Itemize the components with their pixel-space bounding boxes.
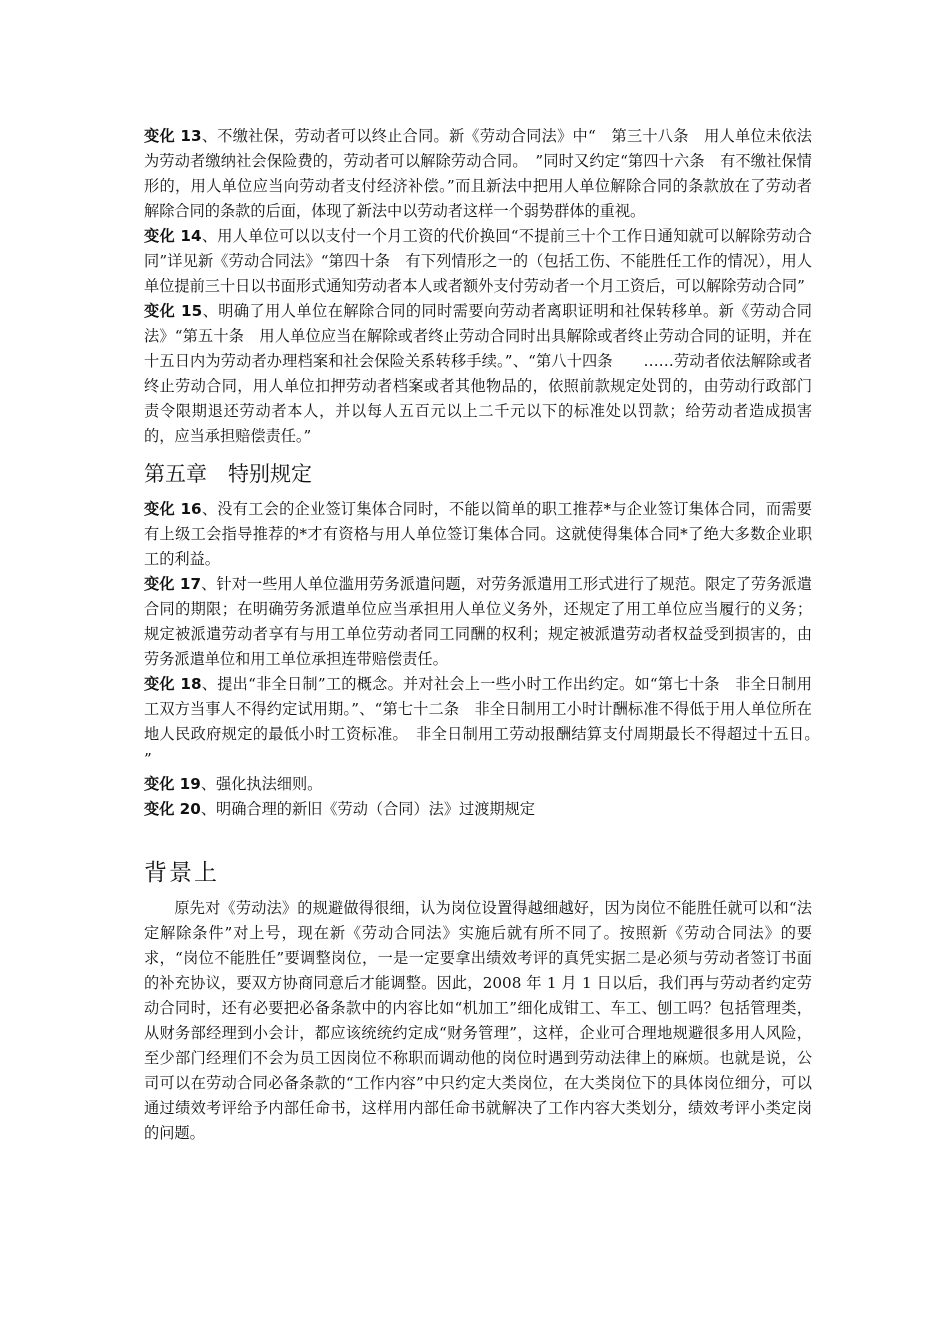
change-14 [144,224,812,299]
change-label: 变化 14 [144,227,202,245]
change-label: 变化 13 [144,127,202,145]
background-heading: 背景上 [144,860,219,886]
change-text: 、提出“非全日制”工的概念。并对社会上一些小时工作出约定。如“第七十条 非全日制用工双方当事人不得约定试用期。”、“第七十二条 非全日制用工小时计酬标准不得低于用人单位所在地人民政府规定的最低小时工资标准。 非全日制用工劳动报酬结算支付周期最长不得超过十五日。 ” [144,675,828,768]
change-label: 变化 16 [144,500,202,518]
change-text: 、针对一些用人单位滥用劳务派遣问题，对劳务派遣用工形式进行了规范。限定了劳务派遣合同的期限；在明确劳务派遣单位应当承担用人单位义务外，还规定了用工单位应当履行的义务；规定被派遣劳动者享有与用工单位劳动者同工同酬的权利；规定被派遣劳动者权益受到损害的，由劳务派遣单位和用工单位承担连带赔偿责任。 [144,575,812,668]
change-text: 、不缴社保，劳动者可以终止合同。新《劳动合同法》中“ 第三十八条 用人单位未依法为劳动者缴纳社会保险费的，劳动者可以解除劳动合同。 ”同时又约定“第四十六条 有不缴社保情形的，用人单位应当向劳动者支付经济补偿。”而且新法中把用人单位解除合同的条款放在了劳动者解除合同的条款的后面，体现了新法中以劳动者这样一个弱势群体的重视。 [144,127,812,220]
change-label: 变化 18 [144,675,202,693]
document-body [144,124,828,1146]
change-label: 变化 15 [144,302,203,320]
change-20 [144,797,812,822]
change-text: 、明确合理的新旧《劳动（合同）法》过渡期规定 [200,800,535,818]
change-16 [144,497,812,572]
change-label: 变化 20 [144,800,201,818]
change-label: 变化 17 [144,575,202,593]
change-18 [144,672,828,772]
change-19 [144,772,812,797]
change-text: 、强化执法细则。 [200,775,323,793]
change-text: 、没有工会的企业签订集体合同时，不能以简单的职工推荐*与企业签订集体合同，而需要有上级工会指导推荐的*才有资格与用人单位签订集体合同。这就使得集体合同*了绝大多数企业职工的利益。 [144,500,812,568]
change-text: 、明确了用人单位在解除合同的同时需要向劳动者离职证明和社保转移单。新《劳动合同法》“第五十条 用人单位应当在解除或者终止劳动合同时出具解除或者终止劳动合同的证明，并在十五日内为劳动者办理档案和社会保险关系转移手续。”、“第八十四条 ……劳动者依法解除或者终止劳动合同，用人单位扣押劳动者档案或者其他物品的，依照前款规定处罚的，由劳动行政部门责令限期退还劳动者本人，并以每人五百元以上二千元以下的标准处以罚款；给劳动者造成损害的，应当承担赔偿责任。” [144,302,812,445]
change-13 [144,124,812,224]
change-text: 、用人单位可以以支付一个月工资的代价换回“不提前三十个工作日通知就可以解除劳动合同”详见新《劳动合同法》“第四十条 有下列情形之一的（包括工伤、不能胜任工作的情况），用人单位提前三十日以书面形式通知劳动者本人或者额外支付劳动者一个月工资后，可以解除劳动合同” [144,227,812,295]
change-17 [144,572,812,672]
chapter-heading: 第五章 特别规定 [144,462,312,486]
background-paragraph: 原先对《劳动法》的规避做得很细，认为岗位设置得越细越好，因为岗位不能胜任就可以和“法定解除条件”对上号，现在新《劳动合同法》实施后就有所不同了。按照新《劳动合同法》的要求，“岗位不能胜任”要调整岗位，一是一定要拿出绩效考评的真凭实据二是必须与劳动者签订书面的补充协议，要双方协商同意后才能调整。因此，2008 年 1 月 1 日以后，我们再与劳动者约定劳动合同时，还有必要把必备条款中的内容比如“机加工”细化成钳工、车工、刨工吗？包括管理类，从财务部经理到小会计，都应该统统约定成“财务管理”，这样，企业可合理地规避很多用人风险，至少部门经理们不会为员工因岗位不称职而调动他的岗位时遇到劳动法律上的麻烦。也就是说，公司可以在劳动合同必备条款的“工作内容”中只约定大类岗位，在大类岗位下的具体岗位细分，可以通过绩效考评给予内部任命书，这样用内部任命书就解决了工作内容大类划分，绩效考评小类定岗的问题。 [144,899,812,1142]
change-label: 变化 19 [144,775,201,793]
change-15 [144,299,812,449]
